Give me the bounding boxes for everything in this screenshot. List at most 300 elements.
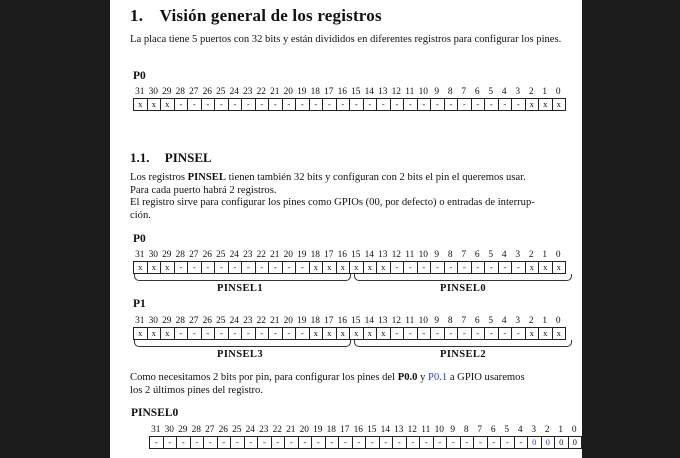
bit-cell: - [175,99,189,110]
bit-number: 28 [175,316,185,326]
bit-number: 15 [351,316,361,326]
bit-cell: x [161,262,175,273]
bit-number: 6 [474,316,480,326]
bit-number: 17 [324,250,334,260]
bit-number: 13 [378,250,388,260]
bit-number: 10 [418,87,428,97]
bit-cell: - [258,437,272,448]
bit-number: 21 [270,250,280,260]
bit-number: 8 [463,425,469,435]
bit-cell: x [539,328,553,339]
bit-number: 11 [421,425,431,435]
closing-text [130,372,575,397]
bit-cell: - [175,262,189,273]
bit-number: 31 [135,316,145,326]
bit-number: 26 [202,87,212,97]
bit-cell: - [512,262,526,273]
bit-cell: - [377,99,391,110]
bit-number: 23 [243,250,253,260]
bit-cell: - [353,437,367,448]
bit-number: 31 [135,87,145,97]
bit-cell: 0 [542,437,556,448]
bit-number: 25 [232,425,242,435]
section-1-1-title: PINSEL [164,150,212,165]
brace-pinsel3 [134,340,351,347]
bit-number: 10 [418,316,428,326]
bit-number-row [133,87,566,98]
bit-cell: - [418,328,432,339]
text-fragment: a GPIO usaremos [447,372,525,383]
bit-number: 22 [256,316,266,326]
bit-number: 25 [216,250,226,260]
bit-number: 23 [259,425,269,435]
text-fragment: tienen también 32 bits y configuran con 2 bits el pin el queremos usar. [225,172,526,183]
bit-cell: x [526,262,540,273]
register-label-pinsel0: PINSEL0 [440,283,486,294]
bit-number: 22 [256,250,266,260]
bit-number: 8 [447,316,453,326]
bit-cell: - [256,262,270,273]
bit-cell: x [323,328,337,339]
bit-number: 3 [515,250,521,260]
bit-number: 10 [418,250,428,260]
bit-number: 11 [405,87,415,97]
bit-cell: - [458,328,472,339]
bit-number: 0 [555,87,561,97]
bit-cell: x [148,262,162,273]
brace-pinsel0 [354,274,572,281]
bit-cell: - [418,262,432,273]
section-1-1-heading [130,150,212,166]
bit-number: 14 [380,425,390,435]
bit-number: 17 [324,87,334,97]
bit-cell: - [188,262,202,273]
bit-number: 3 [515,316,521,326]
bit-number: 29 [162,250,172,260]
port-label-p1: P1 [133,298,146,310]
bit-cell: - [202,99,216,110]
bit-number: 26 [202,316,212,326]
bit-cell: - [404,99,418,110]
bit-number: 15 [351,87,361,97]
bit-number: 23 [243,316,253,326]
bit-cell-row [149,436,582,449]
bit-cell: - [472,262,486,273]
bit-number: 24 [229,316,239,326]
bit-number: 27 [189,87,199,97]
bit-cell: - [283,262,297,273]
bit-cell: - [215,99,229,110]
bit-number: 29 [162,316,172,326]
bit-number: 29 [162,87,172,97]
bit-cell: x [364,262,378,273]
bit-number: 15 [351,250,361,260]
section-1-heading [130,6,382,26]
bit-cell: - [485,99,499,110]
bit-number: 25 [216,87,226,97]
section-1-1-number: 1.1. [130,150,150,165]
bit-number: 25 [216,316,226,326]
bit-cell: - [229,262,243,273]
port-label-p0: P0 [133,70,146,82]
bit-number: 21 [286,425,296,435]
bit-cell: - [445,99,459,110]
bit-cell: x [539,99,553,110]
bit-cell: - [204,437,218,448]
bit-number: 30 [164,425,174,435]
bit-number: 12 [391,316,401,326]
bit-cell: x [350,328,364,339]
bit-number: 14 [364,87,374,97]
bit-number: 22 [272,425,282,435]
bit-cell: - [391,262,405,273]
bit-number: 0 [571,425,577,435]
text-fragment: Los registros [130,172,188,183]
bit-cell: - [175,328,189,339]
bit-cell: - [283,328,297,339]
bit-number: 2 [528,316,534,326]
bit-number: 30 [148,250,158,260]
bit-register-pinsel0-detail [149,425,582,449]
bit-cell: x [526,328,540,339]
pinsel-line-2: Para cada puerto habrá 2 registros. [130,184,277,196]
bit-number: 7 [461,87,467,97]
bit-cell: 0 [528,437,542,448]
bit-cell: - [269,262,283,273]
bit-cell: - [499,262,513,273]
bit-cell: - [202,328,216,339]
bit-register-p0-overview [133,87,566,111]
bit-cell: - [447,437,461,448]
bit-cell: - [512,328,526,339]
bit-number: 5 [488,250,494,260]
bit-cell: - [191,437,205,448]
bit-number: 27 [189,316,199,326]
bit-number: 24 [229,250,239,260]
bit-number: 12 [407,425,417,435]
bit-number: 2 [528,250,534,260]
bit-number: 19 [297,316,307,326]
bit-number: 3 [515,87,521,97]
bit-number: 15 [367,425,377,435]
bit-number: 18 [326,425,336,435]
bit-cell: - [434,437,448,448]
section-1-number: 1. [130,6,144,25]
bit-cell: - [242,262,256,273]
bit-number: 13 [378,316,388,326]
bit-cell: - [445,328,459,339]
bit-number: 12 [391,250,401,260]
bit-cell: x [323,262,337,273]
bit-number: 18 [310,87,320,97]
bit-number: 18 [310,250,320,260]
bit-cell: - [285,437,299,448]
bit-cell: - [215,262,229,273]
bit-number: 1 [542,316,548,326]
bit-number: 9 [434,316,440,326]
bit-cell: x [553,262,567,273]
bit-number: 19 [297,87,307,97]
bit-number: 28 [175,250,185,260]
bit-number: 21 [270,316,280,326]
bit-cell: x [161,99,175,110]
bit-cell: - [164,437,178,448]
bit-cell: - [296,262,310,273]
text-fragment: Como necesitamos 2 bits por pin, para configurar los pines del [130,372,398,383]
bit-number: 12 [391,87,401,97]
brace-pinsel2 [354,340,572,347]
bit-cell: x [134,328,148,339]
bit-cell-row [133,261,566,274]
bit-number: 9 [450,425,456,435]
bit-cell-row [133,327,566,340]
bit-number: 0 [555,250,561,260]
bit-register-p1-pinsel [133,316,566,340]
bit-cell: - [150,437,164,448]
bit-cell: - [256,328,270,339]
closing-line-2: los 2 últimos pines del registro. [130,384,264,396]
bit-cell: x [553,99,567,110]
bit-cell: x [337,328,351,339]
bit-number: 5 [488,87,494,97]
bit-number: 7 [461,316,467,326]
pinsel-bold: PINSEL [187,172,226,183]
bit-number: 16 [337,87,347,97]
bit-cell: - [202,262,216,273]
bit-cell: - [501,437,515,448]
register-label-pinsel1: PINSEL1 [217,283,263,294]
bit-cell: x [310,328,324,339]
bit-cell: - [256,99,270,110]
bit-number: 1 [542,87,548,97]
bit-cell: - [296,328,310,339]
section-1-title: Visión general de los registros [159,6,382,25]
bit-number: 11 [405,250,415,260]
bit-cell: - [431,99,445,110]
bit-number: 20 [283,87,293,97]
bit-cell: - [229,99,243,110]
bit-number: 19 [313,425,323,435]
pinsel-line-3: El registro sirve para configurar los pines como GPIOs (00, por defecto) o entradas de interrup- [130,197,535,208]
bit-number: 22 [256,87,266,97]
pinsel-line-1 [130,172,575,185]
bit-number: 31 [151,425,161,435]
bit-number: 29 [178,425,188,435]
bit-number: 30 [148,87,158,97]
bit-number: 8 [447,87,453,97]
bit-number: 30 [148,316,158,326]
bit-cell: x [148,99,162,110]
bit-number: 19 [297,250,307,260]
bit-number: 4 [501,250,507,260]
bit-cell: - [474,437,488,448]
bit-cell: - [177,437,191,448]
bit-cell: - [488,437,502,448]
bit-cell: - [445,262,459,273]
bit-number: 16 [353,425,363,435]
bit-number: 21 [270,87,280,97]
bit-cell: - [472,99,486,110]
bit-number: 0 [555,316,561,326]
bit-number: 24 [229,87,239,97]
bit-number: 5 [504,425,510,435]
bit-cell: - [418,99,432,110]
bit-cell: - [242,99,256,110]
bit-cell: - [323,99,337,110]
bit-cell: - [272,437,286,448]
bit-cell: - [461,437,475,448]
bit-cell: - [339,437,353,448]
bit-number: 3 [531,425,537,435]
bit-number: 27 [189,250,199,260]
bit-cell: - [391,99,405,110]
bit-number: 6 [490,425,496,435]
bit-cell: - [188,99,202,110]
bit-cell: x [553,328,567,339]
bit-cell: - [380,437,394,448]
bit-number: 20 [283,316,293,326]
bit-number: 4 [501,316,507,326]
bit-number-row [149,425,582,436]
bit-number: 7 [477,425,483,435]
bit-number: 1 [542,250,548,260]
bit-number: 27 [205,425,215,435]
bit-number: 11 [405,316,415,326]
bit-number: 1 [558,425,564,435]
bit-number: 28 [175,87,185,97]
bit-cell: x [310,262,324,273]
bit-number: 20 [283,250,293,260]
bit-cell: x [350,262,364,273]
bit-cell: - [391,328,405,339]
bit-number: 31 [135,250,145,260]
bit-number: 6 [474,87,480,97]
register-label-pinsel2: PINSEL2 [440,349,486,360]
bit-cell: - [283,99,297,110]
bit-number: 6 [474,250,480,260]
bit-number: 17 [340,425,350,435]
bit-cell: - [326,437,340,448]
bit-cell: x [377,262,391,273]
bit-cell: x [377,328,391,339]
bit-cell: - [215,328,229,339]
bit-cell: - [431,262,445,273]
bit-cell-row [133,98,566,111]
bit-cell: - [404,262,418,273]
bit-number: 4 [517,425,523,435]
bit-number: 2 [544,425,550,435]
bit-number: 26 [202,250,212,260]
bit-cell: - [404,328,418,339]
bit-cell: x [134,99,148,110]
bit-cell: x [539,262,553,273]
bit-cell: - [337,99,351,110]
bit-number: 17 [324,316,334,326]
bit-cell: - [472,328,486,339]
bit-cell: x [364,328,378,339]
bit-number: 10 [434,425,444,435]
section-1-intro: La placa tiene 5 puertos con 32 bits y están divididos en diferentes registros para configurar los pines. [130,34,562,45]
bit-cell: - [458,99,472,110]
text-fragment: y [417,372,429,383]
bit-number: 28 [191,425,201,435]
register-label-pinsel3: PINSEL3 [217,349,263,360]
bit-number: 14 [364,250,374,260]
pinsel-description [130,172,575,222]
bit-cell: - [366,437,380,448]
bit-cell: x [526,99,540,110]
bit-number: 20 [299,425,309,435]
bit-number: 9 [434,87,440,97]
bit-number: 2 [528,87,534,97]
closing-line-1 [130,372,575,385]
bit-number: 18 [310,316,320,326]
bit-cell: - [245,437,259,448]
bit-register-p0-pinsel [133,250,566,274]
bit-cell: - [431,328,445,339]
bit-cell: - [364,99,378,110]
register-label-pinsel0-detail: PINSEL0 [131,407,179,419]
bit-cell: - [499,328,513,339]
bit-number: 5 [488,316,494,326]
bit-cell: - [296,99,310,110]
bit-cell: - [229,328,243,339]
pin-ref-p0-1-link[interactable]: P0.1 [428,372,448,383]
bit-cell: - [269,99,283,110]
bit-cell: - [499,99,513,110]
bit-number: 16 [337,250,347,260]
bit-cell: - [312,437,326,448]
bit-cell: - [231,437,245,448]
bit-cell: 0 [569,437,583,448]
bit-cell: - [485,262,499,273]
bit-cell: x [134,262,148,273]
bit-cell: x [337,262,351,273]
bit-cell: - [420,437,434,448]
bit-cell: x [161,328,175,339]
bit-number: 13 [394,425,404,435]
bit-cell: - [393,437,407,448]
bit-number-row [133,316,566,327]
bit-cell: - [515,437,529,448]
bit-cell: - [350,99,364,110]
pin-ref-p0-0: P0.0 [397,372,418,383]
bit-cell: 0 [555,437,569,448]
bit-number: 16 [337,316,347,326]
port-label-p0-pinsel: P0 [133,233,146,245]
bit-number-row [133,250,566,261]
bit-number: 4 [501,87,507,97]
bit-number: 24 [245,425,255,435]
bit-cell: - [458,262,472,273]
brace-pinsel1 [134,274,351,281]
bit-cell: x [148,328,162,339]
pinsel-line-4: ción. [130,209,151,221]
bit-cell: - [512,99,526,110]
bit-number: 23 [243,87,253,97]
bit-cell: - [218,437,232,448]
bit-cell: - [485,328,499,339]
bit-cell: - [299,437,313,448]
bit-cell: - [242,328,256,339]
bit-cell: - [269,328,283,339]
bit-cell: - [310,99,324,110]
bit-cell: - [407,437,421,448]
document-page [110,0,582,458]
bit-number: 26 [218,425,228,435]
bit-number: 7 [461,250,467,260]
bit-number: 9 [434,250,440,260]
